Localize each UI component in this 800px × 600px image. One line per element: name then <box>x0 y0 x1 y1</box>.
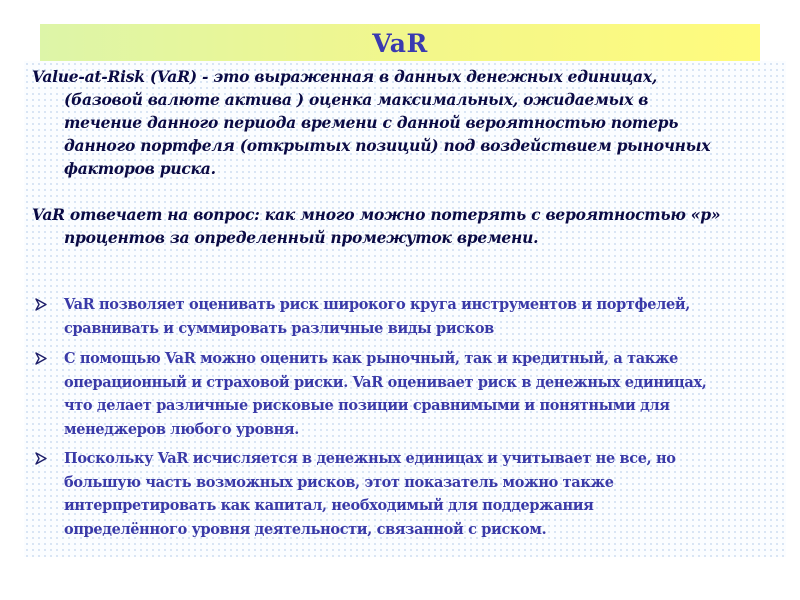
definition-line: (базовой валюте актива ) оценка максимальных, ожидаемых в <box>64 90 649 109</box>
bullet-line: определённого уровня деятельности, связанной с риском. <box>64 520 547 538</box>
bullet-line: С помощью VaR можно оценить как рыночный, так и кредитный, а также <box>64 350 679 367</box>
definition-line: Value-at-Risk (VaR) - это выраженная в данных денежных единицах, <box>32 67 657 86</box>
question-line: процентов за определенный промежуток времени. <box>64 228 539 247</box>
definition-line: течение данного периода времени с данной вероятностью потерь <box>64 113 679 132</box>
bullet-line: сравнивать и суммировать различные виды рисков <box>64 319 494 337</box>
bullet-line: Поскольку VaR исчисляется в денежных единицах и учитывает не все, но <box>64 450 676 467</box>
arrow-bullet-icon <box>32 447 52 470</box>
question-paragraph <box>32 203 784 249</box>
arrow-bullet-icon <box>32 347 52 370</box>
definition-line: данного портфеля (открытых позиций) под воздействием рыночных <box>64 136 711 155</box>
slide-title: VaR <box>372 29 428 58</box>
bullet-line: операционный и страховой риски. VaR оценивает риск в денежных единицах, <box>64 373 707 391</box>
bullet-line: что делает различные рисковые позиции сравнимыми и понятными для <box>64 397 670 414</box>
definition-paragraph <box>32 65 784 180</box>
bullet-line: большую часть возможных рисков, этот показатель можно также <box>64 473 614 491</box>
question-line: VaR отвечает на вопрос: как много можно потерять с вероятностью «р» <box>32 205 721 224</box>
bullet-line: интерпретировать как капитал, необходимый для поддержания <box>64 497 594 514</box>
list-item <box>32 347 792 441</box>
list-item <box>32 293 792 340</box>
title-bar <box>40 24 760 61</box>
list-item <box>32 447 792 541</box>
arrow-bullet-icon <box>32 293 52 316</box>
definition-line: факторов риска. <box>64 159 216 178</box>
bullet-line: VaR позволяет оценивать риск широкого круга инструментов и портфелей, <box>64 296 691 313</box>
bullet-line: менеджеров любого уровня. <box>64 420 299 438</box>
content-panel <box>24 61 786 557</box>
